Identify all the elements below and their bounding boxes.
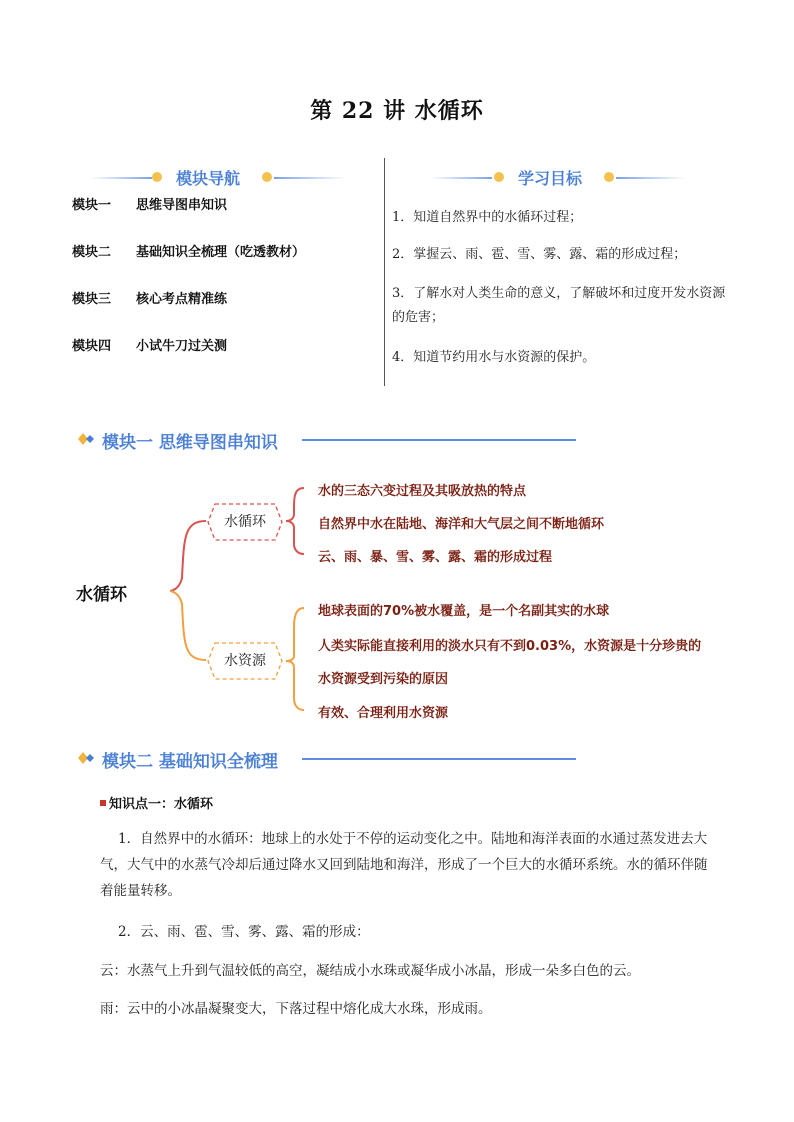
mindmap-leaf: 水资源受到污染的原因 [318,672,449,687]
paragraph: 1．自然界中的水循环：地球上的水处于不停的运动变化之中。陆地和海洋表面的水通过蒸发进去大气，大气中的水蒸气冷却后通过降水又回到陆地和海洋，形成了一个巨大的水循环系统。水的循环伴随着能量转移。 [100,831,708,899]
diamond-icon [78,432,96,446]
paragraph: 2．云、雨、雹、雪、雾、露、霜的形成： [118,924,370,940]
goals-heading: 学习目标 [518,169,583,188]
goal-item-4: 4．知道节约用水与水资源的保护。 [392,350,596,365]
page-title: 第 22 讲 水循环 [310,98,484,124]
nav-item-key: 模块一 [72,198,112,213]
nav-heading: 模块导航 [176,169,241,188]
mindmap-root: 水循环 [76,585,127,605]
square-bullet-icon [100,800,106,806]
dot-icon [604,172,614,182]
mindmap-leaf: 地球表面的70%被水覆盖，是一个名副其实的水球 [318,604,610,619]
nav-item-label: 小试牛刀过关测 [136,339,228,354]
paragraph: 雨：云中的小冰晶凝聚变大，下落过程中熔化成大水珠，形成雨。 [100,1001,492,1017]
nav-item-label: 思维导图串知识 [136,198,228,213]
nav-item-key: 模块二 [72,245,112,260]
mindmap-leaf: 云、雨、暴、雪、雾、露、霜的形成过程 [318,550,553,565]
column-divider [384,158,385,386]
mindmap-leaf: 人类实际能直接利用的淡水只有不到0.03%，水资源是十分珍贵的 [318,639,702,654]
mindmap-branch-water-resource: 水资源 [224,653,266,669]
section-title: 模块一 思维导图串知识 [102,433,278,453]
mindmap-leaf: 水的三态六变过程及其吸放热的特点 [318,484,527,499]
mindmap-leaf: 有效、合理利用水资源 [318,706,449,721]
dot-icon [152,172,162,182]
nav-item-3[interactable] [72,288,372,306]
dot-icon [262,172,272,182]
section-title: 模块二 基础知识全梳理 [102,752,278,772]
goal-item-2: 2．掌握云、雨、雹、雪、雾、露、霜的形成过程； [392,247,687,262]
paragraph: 云：水蒸气上升到气温较低的高空，凝结成小水珠或凝华成小冰晶，形成一朵多白色的云。 [100,963,640,979]
mindmap-leaf: 自然界中水在陆地、海洋和大气层之间不断地循环 [318,517,605,532]
knowledge-point-text: 知识点一：水循环 [109,797,214,812]
goal-item-3: 3．了解水对人类生命的意义，了解破坏和过度开发水资源的危害； [392,286,726,325]
nav-item-1[interactable] [72,194,372,212]
nav-item-key: 模块三 [72,292,112,307]
nav-item-key: 模块四 [72,339,112,354]
diamond-icon [78,751,96,765]
nav-item-label: 基础知识全梳理（吃透教材） [136,245,306,260]
dot-icon [494,172,504,182]
nav-header [90,166,350,188]
nav-item-4[interactable] [72,335,372,353]
section-header-2 [78,747,578,771]
goals-header [430,166,690,188]
section-header-1 [78,428,578,452]
nav-item-2[interactable] [72,241,372,259]
mindmap-branch-water-cycle: 水循环 [224,514,266,530]
knowledge-point-label [100,793,213,812]
nav-item-label: 核心考点精准练 [136,292,228,307]
goal-item-1: 1．知道自然界中的水循环过程； [392,210,583,225]
